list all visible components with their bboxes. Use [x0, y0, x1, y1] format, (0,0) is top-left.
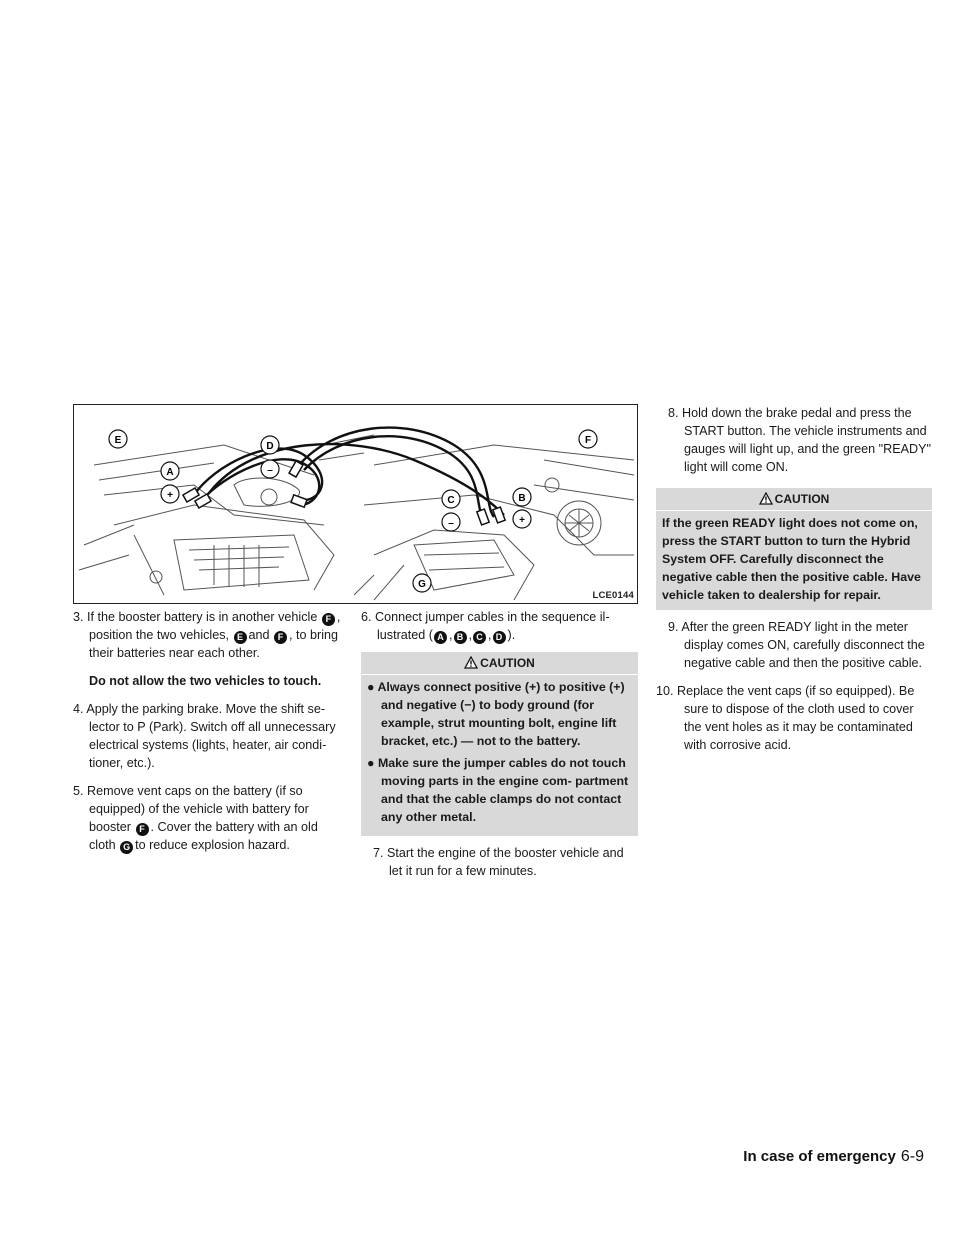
callout-e: E	[234, 631, 247, 644]
column-1	[73, 608, 343, 864]
label-plus-left: +	[167, 490, 173, 501]
step-7: 7. Start the engine of the booster vehicle and let it run for a few minutes.	[373, 846, 624, 878]
callout-f: F	[322, 613, 335, 626]
step-5-number: 5.	[73, 784, 84, 798]
bullet-icon: ●	[367, 756, 375, 770]
figure-code: LCE0144	[592, 590, 634, 601]
callout-b: B	[454, 631, 467, 644]
step-6-number: 6.	[361, 610, 372, 624]
column-2	[361, 608, 638, 890]
step-3-warning: Do not allow the two vehicles to touch.	[89, 674, 322, 688]
engine-bay-drawing	[74, 405, 638, 604]
caution-title: CAUTION	[774, 492, 830, 506]
step-3-number: 3.	[73, 610, 84, 624]
step-9: 9. After the green READY light in the meter display comes ON, carefully disconnect the negative cable and then the positive cable.	[668, 620, 925, 670]
callout-g: G	[120, 841, 133, 854]
label-g-marker	[413, 574, 431, 592]
warning-triangle-icon	[464, 656, 478, 669]
label-c-marker	[442, 490, 460, 508]
page-footer	[743, 1148, 924, 1166]
caution-bullet-2: ● Make sure the jumper cables do not touch moving parts in the engine com- partment and that the cable clamps do not contact any other metal.	[367, 756, 629, 824]
step-4: 4. Apply the parking brake. Move the shift se- lector to P (Park). Switch off all unnecessary electrical systems (lights, heater, air condi- tioner, etc.).	[73, 702, 336, 770]
label-g: G	[418, 579, 426, 590]
label-plus-right-marker	[513, 510, 531, 528]
section-title: In case of emergency	[743, 1148, 896, 1165]
jump-start-illustration	[73, 404, 638, 604]
callout-d: D	[493, 631, 506, 644]
step-6: 6. Connect jumper cables in the sequence il- lustrated ( A , B , C , D ).	[361, 610, 610, 642]
caution-title: CAUTION	[480, 656, 535, 670]
label-minus-top: –	[267, 465, 273, 476]
bullet-icon: ●	[367, 680, 375, 694]
label-b: B	[518, 493, 526, 504]
step-3: 3. If the booster battery is in another vehicle F , position the two vehicles, E and F , to bring their batteries near each other.	[73, 610, 341, 660]
step-8-number: 8.	[668, 406, 679, 420]
callout-a: A	[434, 631, 447, 644]
step-10: 10. Replace the vent caps (if so equipped). Be sure to dispose of the cloth used to cover the vent holes as it may be contaminated with corrosive acid.	[656, 684, 915, 752]
callout-f: F	[136, 823, 149, 836]
caution-heading	[656, 488, 932, 510]
caution-bullet-1: ● Always connect positive (+) to positive (+) and negative (−) to body ground (for example, strut mounting bolt, engine lift bracket, etc.) — not to the battery.	[367, 680, 625, 748]
label-plus-left-marker	[161, 485, 179, 503]
page-number: 6-9	[900, 1148, 924, 1165]
label-f: F	[584, 435, 592, 446]
label-c: C	[447, 495, 455, 506]
label-b-marker	[513, 488, 531, 506]
label-plus-right: +	[519, 515, 525, 526]
label-a-marker	[161, 462, 179, 480]
label-e-marker	[109, 430, 127, 448]
step-8: 8. Hold down the brake pedal and press the START button. The vehicle instruments and gauges will light up, and the green "READY" light will come ON.	[668, 406, 931, 474]
step-7-number: 7.	[373, 846, 384, 860]
label-e: E	[114, 435, 122, 446]
callout-c: C	[473, 631, 486, 644]
label-d-marker	[261, 436, 279, 454]
label-minus-right-marker	[442, 513, 460, 531]
callout-f: F	[274, 631, 287, 644]
step-9-number: 9.	[668, 620, 679, 634]
label-a: A	[166, 467, 174, 478]
label-d: D	[266, 441, 274, 452]
caution-box	[361, 675, 638, 836]
step-10-number: 10.	[656, 684, 674, 698]
column-3	[656, 404, 932, 764]
step-4-number: 4.	[73, 702, 84, 716]
label-minus-right: –	[448, 518, 454, 529]
warning-triangle-icon	[759, 492, 773, 505]
label-f-marker	[579, 430, 597, 448]
label-minus-top-marker	[261, 460, 279, 478]
caution-heading	[361, 652, 638, 674]
step-5: 5. Remove vent caps on the battery (if so equipped) of the vehicle with battery for booster F . Cover the battery with an old cloth G to reduce explosion hazard.	[73, 784, 318, 852]
caution-box: If the green READY light does not come on, press the START button to turn the Hybrid System OFF. Carefully disconnect the negative cable then the positive cable. Have vehicle taken to dealership for repair.	[656, 511, 932, 610]
